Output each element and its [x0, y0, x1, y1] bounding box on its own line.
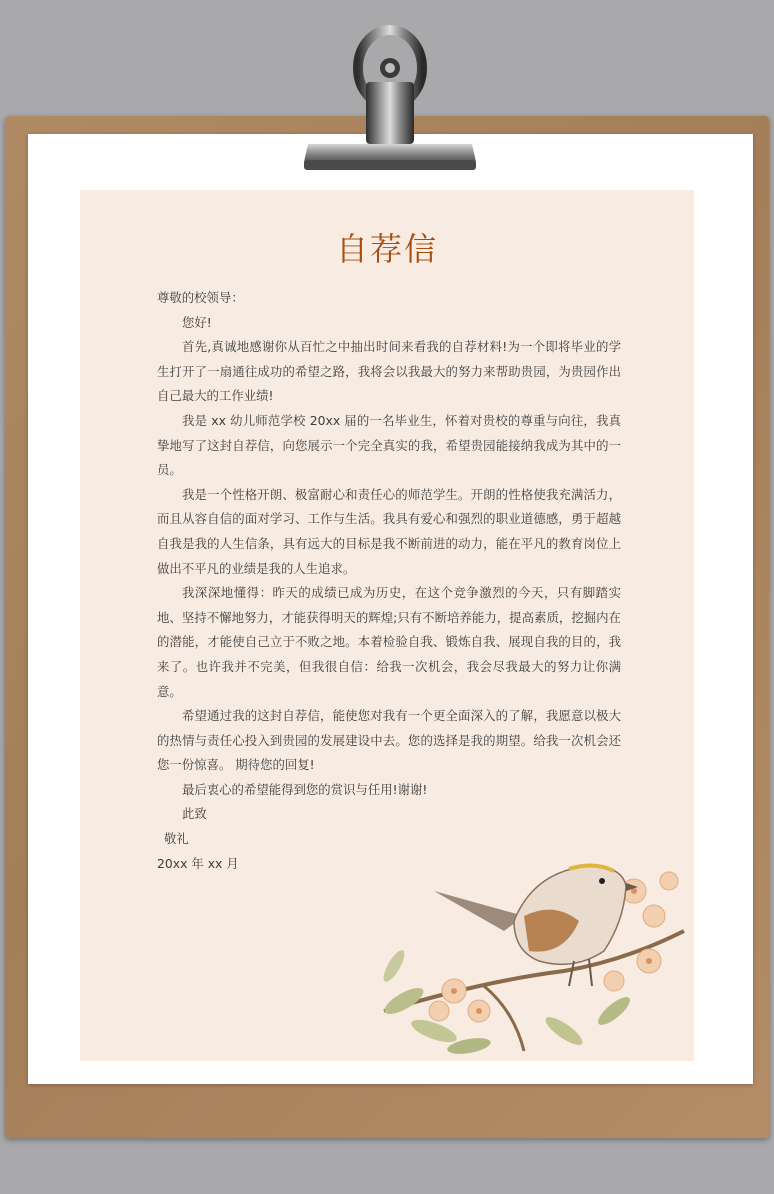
letter-paragraph: 最后衷心的希望能得到您的赏识与任用!谢谢! [182, 781, 428, 797]
letter-hello: 您好! [182, 314, 212, 330]
letter-paragraph: 我是 xx 幼儿师范学校 20xx 届的一名毕业生，怀着对贵校的尊重与向往，我真挚地写了这封自荐信，向您展示一个完全真实的我，希望贵园能接纳我成为其中的一员。 [157, 412, 621, 478]
binder-clip-icon [290, 22, 480, 182]
letter-greeting: 尊敬的校领导： [157, 290, 244, 305]
bird-blossom-illustration-icon [364, 861, 694, 1061]
letter-closing-1: 此致 [182, 806, 207, 822]
letter-paragraph: 首先,真诚地感谢你从百忙之中抽出时间来看我的自荐材料!为一个即将毕业的学生打开了一扇通往成功的希望之路，我将会以我最大的努力来帮助贵园，为贵园作出自己最大的工作业绩! [157, 339, 621, 404]
letter-panel [80, 190, 694, 1061]
letter-paragraph: 希望通过我的这封自荐信，能使您对我有一个更全面深入的了解，我愿意以极大的热情与责任心投入到贵园的发展建设中去。您的选择是我的期望。给我一次机会还您一份惊喜。 期待您的回复! [157, 708, 621, 773]
letter-title: 自荐信 [335, 230, 438, 268]
letter-date: 20xx 年 xx 月 [157, 855, 239, 871]
letter-paragraph: 我深深地懂得：昨天的成绩已成为历史，在这个竞争激烈的今天，只有脚踏实地、坚持不懈地努力，才能获得明天的辉煌;只有不断培养能力，提高素质，挖掘内在的潜能，才能使自己立于不败之地。本着检验自我、锻炼自我、展现自我的目的，我来了。也许我并不完美，但我很自信：给我一次机会，我会尽我最大的努力让你满意。 [157, 585, 621, 699]
letter-body [157, 286, 621, 876]
letter-paragraph: 我是一个性格开朗、极富耐心和责任心的师范学生。开朗的性格使我充满活力，而且从容自信的面对学习、工作与生活。我具有爱心和强烈的职业道德感，勇于超越自我是我的人生信条，具有远大的目标是我不断前进的动力，能在平凡的教育岗位上做出不平凡的业绩是我的人生追求。 [157, 486, 621, 576]
letter-closing-2: 敬礼 [164, 831, 189, 847]
